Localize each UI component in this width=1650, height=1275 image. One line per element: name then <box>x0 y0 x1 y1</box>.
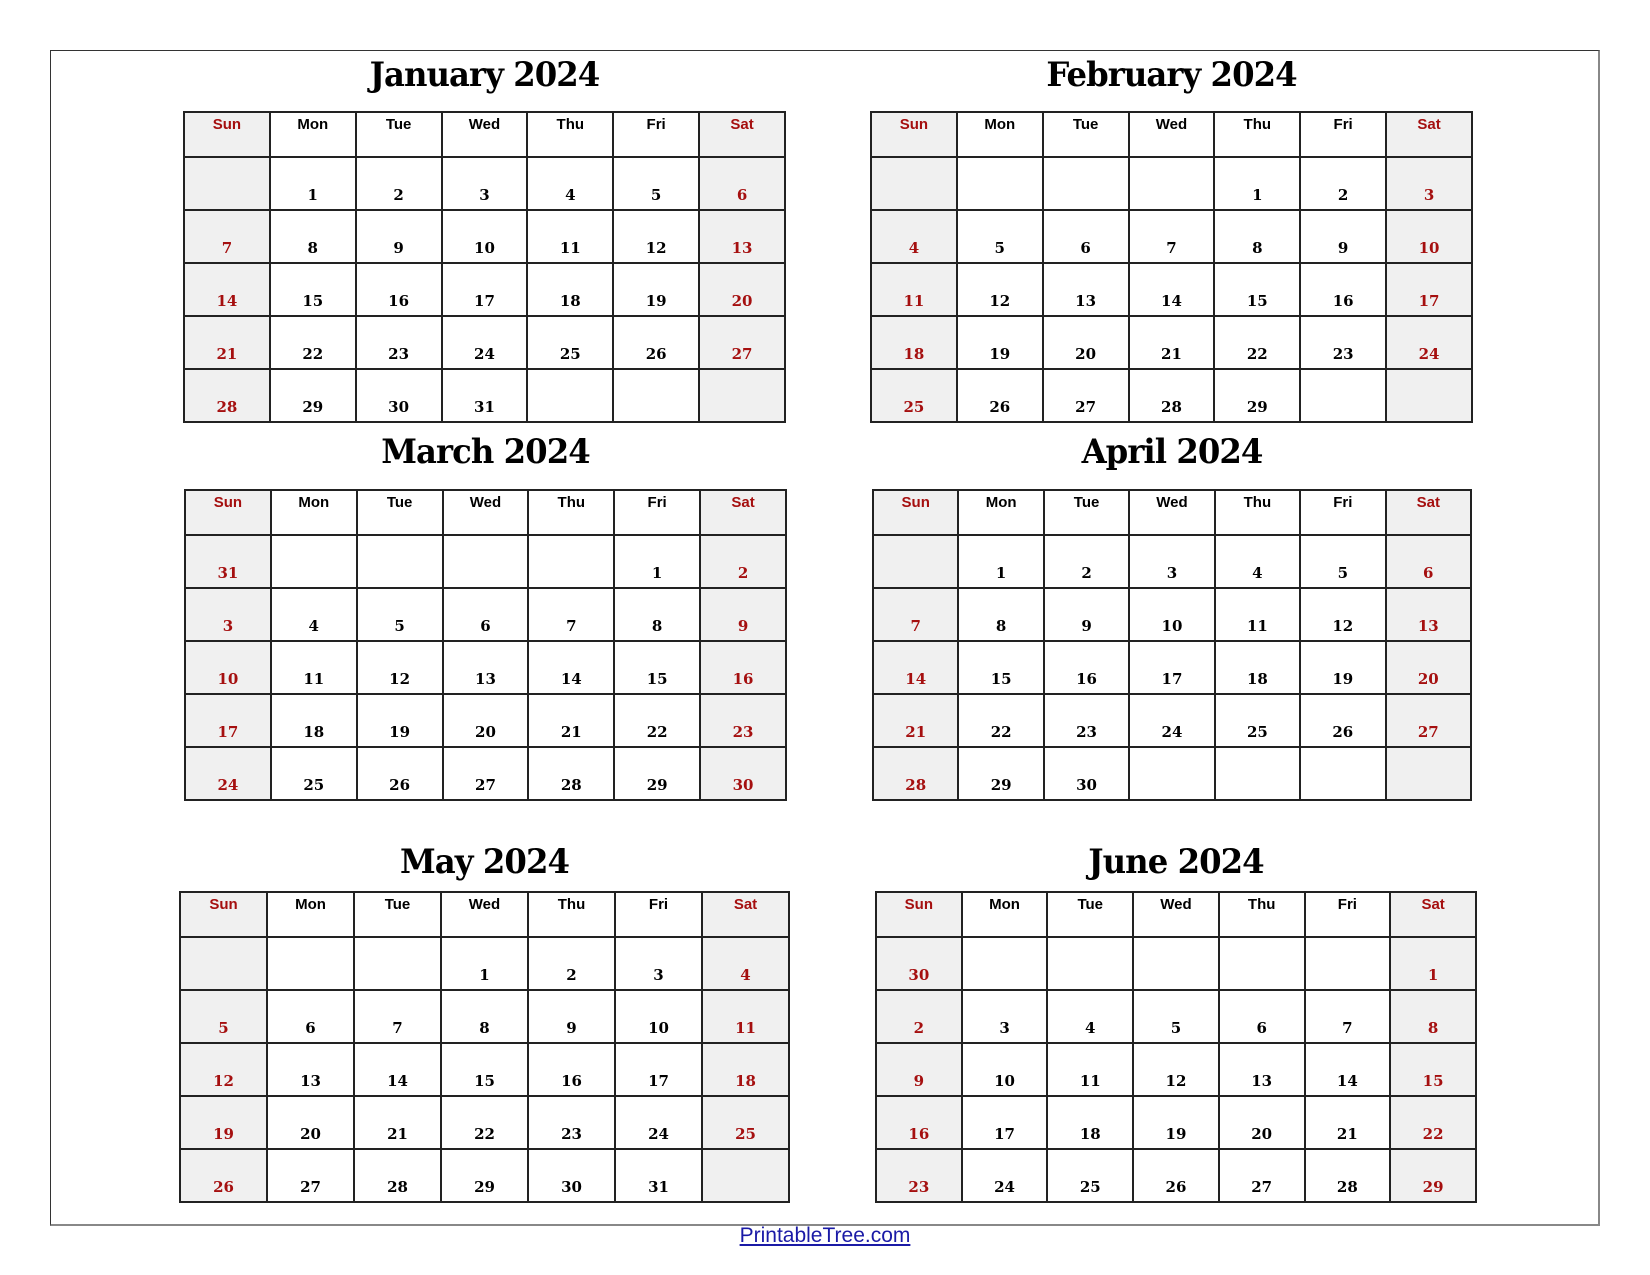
day-cell: 10 <box>1129 588 1214 641</box>
day-cell: 1 <box>1390 937 1476 990</box>
day-cell: 27 <box>1043 369 1129 422</box>
day-cell: 23 <box>876 1149 962 1202</box>
day-cell: 15 <box>441 1043 528 1096</box>
day-cell <box>1219 937 1305 990</box>
day-cell: 29 <box>1390 1149 1476 1202</box>
week-row <box>873 641 1471 694</box>
weekday-header-sat: Sat <box>700 490 786 535</box>
day-cell: 30 <box>528 1149 615 1202</box>
day-cell: 31 <box>442 369 528 422</box>
day-cell: 7 <box>1305 990 1391 1043</box>
day-cell: 23 <box>356 316 442 369</box>
day-cell: 18 <box>527 263 613 316</box>
day-cell: 20 <box>443 694 529 747</box>
day-cell: 5 <box>613 157 699 210</box>
day-cell <box>1133 937 1219 990</box>
calendar-february <box>870 111 1473 423</box>
week-row <box>184 369 785 422</box>
day-cell <box>873 535 958 588</box>
day-cell: 11 <box>1215 588 1300 641</box>
weekday-header-tue: Tue <box>1043 112 1129 157</box>
calendar-march <box>184 489 787 801</box>
weekday-header-tue: Tue <box>356 112 442 157</box>
weekday-header-wed: Wed <box>1129 112 1215 157</box>
day-cell: 9 <box>876 1043 962 1096</box>
month-title-january: January 2024 <box>369 55 600 95</box>
day-cell: 14 <box>528 641 614 694</box>
day-cell: 15 <box>958 641 1043 694</box>
day-cell: 27 <box>267 1149 354 1202</box>
day-cell: 25 <box>1047 1149 1133 1202</box>
day-cell: 6 <box>1219 990 1305 1043</box>
day-cell <box>180 937 267 990</box>
week-row <box>871 263 1472 316</box>
weekday-header-sat: Sat <box>699 112 785 157</box>
month-title-february: February 2024 <box>1046 55 1297 95</box>
day-cell <box>1386 747 1471 800</box>
day-cell: 14 <box>873 641 958 694</box>
weekday-header-thu: Thu <box>1214 112 1300 157</box>
week-row <box>873 535 1471 588</box>
day-cell: 7 <box>1129 210 1215 263</box>
weekday-header-sun: Sun <box>180 892 267 937</box>
day-cell: 14 <box>1129 263 1215 316</box>
weekday-header-wed: Wed <box>441 892 528 937</box>
weekday-header-tue: Tue <box>1044 490 1129 535</box>
day-cell <box>957 157 1043 210</box>
day-cell: 3 <box>1129 535 1214 588</box>
day-cell: 12 <box>1133 1043 1219 1096</box>
day-cell: 20 <box>1386 641 1471 694</box>
day-cell <box>1305 937 1391 990</box>
weekday-header-sun: Sun <box>873 490 958 535</box>
day-cell <box>271 535 357 588</box>
day-cell: 28 <box>873 747 958 800</box>
day-cell: 7 <box>528 588 614 641</box>
day-cell: 26 <box>1300 694 1385 747</box>
day-cell: 11 <box>871 263 957 316</box>
day-cell: 2 <box>1044 535 1129 588</box>
day-cell: 3 <box>442 157 528 210</box>
day-cell: 15 <box>270 263 356 316</box>
day-cell: 2 <box>700 535 786 588</box>
week-row <box>876 1096 1476 1149</box>
weekday-header-wed: Wed <box>1129 490 1214 535</box>
day-cell: 24 <box>1386 316 1472 369</box>
week-row <box>180 1149 789 1202</box>
day-cell: 1 <box>270 157 356 210</box>
day-cell: 16 <box>356 263 442 316</box>
day-cell: 2 <box>876 990 962 1043</box>
day-cell: 21 <box>184 316 270 369</box>
weekday-header-fri: Fri <box>1305 892 1391 937</box>
day-cell: 5 <box>357 588 443 641</box>
month-title-june: June 2024 <box>1088 842 1264 882</box>
day-cell: 21 <box>528 694 614 747</box>
day-cell: 23 <box>1044 694 1129 747</box>
day-cell: 22 <box>1390 1096 1476 1149</box>
day-cell: 27 <box>699 316 785 369</box>
day-cell: 30 <box>700 747 786 800</box>
day-cell: 22 <box>1214 316 1300 369</box>
day-cell: 25 <box>271 747 357 800</box>
day-cell: 4 <box>1215 535 1300 588</box>
day-cell: 10 <box>615 990 702 1043</box>
day-cell: 26 <box>957 369 1043 422</box>
weekday-header-sun: Sun <box>876 892 962 937</box>
day-cell: 22 <box>441 1096 528 1149</box>
day-cell: 10 <box>1386 210 1472 263</box>
day-cell: 24 <box>185 747 271 800</box>
day-cell: 19 <box>357 694 443 747</box>
day-cell: 12 <box>180 1043 267 1096</box>
day-cell: 12 <box>957 263 1043 316</box>
weekday-header-sun: Sun <box>185 490 271 535</box>
day-cell: 23 <box>1300 316 1386 369</box>
week-row <box>185 588 786 641</box>
week-row <box>873 694 1471 747</box>
day-cell: 1 <box>1214 157 1300 210</box>
weekday-header-thu: Thu <box>528 490 614 535</box>
day-cell: 14 <box>184 263 270 316</box>
day-cell: 2 <box>528 937 615 990</box>
week-row <box>180 1096 789 1149</box>
weekday-header-sun: Sun <box>184 112 270 157</box>
weekday-header-wed: Wed <box>1133 892 1219 937</box>
week-row <box>184 157 785 210</box>
day-cell <box>443 535 529 588</box>
day-cell <box>871 157 957 210</box>
day-cell: 16 <box>1300 263 1386 316</box>
day-cell: 6 <box>699 157 785 210</box>
day-cell: 5 <box>180 990 267 1043</box>
day-cell: 5 <box>1133 990 1219 1043</box>
day-cell: 4 <box>1047 990 1133 1043</box>
week-row <box>873 747 1471 800</box>
day-cell: 21 <box>1305 1096 1391 1149</box>
day-cell <box>1300 369 1386 422</box>
day-cell: 4 <box>527 157 613 210</box>
day-cell: 15 <box>1214 263 1300 316</box>
day-cell: 8 <box>614 588 700 641</box>
calendar-may <box>179 891 790 1203</box>
day-cell: 29 <box>1214 369 1300 422</box>
day-cell: 29 <box>270 369 356 422</box>
day-cell: 16 <box>876 1096 962 1149</box>
day-cell: 18 <box>1047 1096 1133 1149</box>
weekday-header-mon: Mon <box>267 892 354 937</box>
day-cell: 28 <box>528 747 614 800</box>
day-cell: 8 <box>958 588 1043 641</box>
day-cell: 9 <box>1044 588 1129 641</box>
day-cell: 7 <box>873 588 958 641</box>
day-cell: 25 <box>871 369 957 422</box>
weekday-header-tue: Tue <box>354 892 441 937</box>
day-cell <box>527 369 613 422</box>
day-cell: 25 <box>702 1096 789 1149</box>
day-cell: 24 <box>442 316 528 369</box>
weekday-header-sat: Sat <box>1390 892 1476 937</box>
week-row <box>184 263 785 316</box>
day-cell: 3 <box>185 588 271 641</box>
day-cell <box>1215 747 1300 800</box>
day-cell: 8 <box>1390 990 1476 1043</box>
day-cell: 9 <box>1300 210 1386 263</box>
week-row <box>876 990 1476 1043</box>
day-cell: 22 <box>614 694 700 747</box>
day-cell: 22 <box>958 694 1043 747</box>
day-cell <box>184 157 270 210</box>
day-cell: 3 <box>615 937 702 990</box>
weekday-header-mon: Mon <box>958 490 1043 535</box>
day-cell: 19 <box>1300 641 1385 694</box>
week-row <box>185 694 786 747</box>
day-cell: 3 <box>962 990 1048 1043</box>
week-row <box>185 535 786 588</box>
day-cell <box>528 535 614 588</box>
day-cell: 5 <box>957 210 1043 263</box>
day-cell: 7 <box>184 210 270 263</box>
day-cell: 28 <box>1305 1149 1391 1202</box>
weekday-header-fri: Fri <box>1300 490 1385 535</box>
day-cell: 30 <box>356 369 442 422</box>
day-cell: 10 <box>442 210 528 263</box>
day-cell: 11 <box>271 641 357 694</box>
day-cell: 30 <box>1044 747 1129 800</box>
week-row <box>871 157 1472 210</box>
week-row <box>876 1149 1476 1202</box>
day-cell: 23 <box>528 1096 615 1149</box>
day-cell: 17 <box>615 1043 702 1096</box>
day-cell: 22 <box>270 316 356 369</box>
weekday-header-thu: Thu <box>1215 490 1300 535</box>
day-cell <box>699 369 785 422</box>
weekday-header-mon: Mon <box>957 112 1043 157</box>
day-cell: 18 <box>702 1043 789 1096</box>
weekday-header-thu: Thu <box>527 112 613 157</box>
day-cell: 7 <box>354 990 441 1043</box>
day-cell: 17 <box>185 694 271 747</box>
week-row <box>876 1043 1476 1096</box>
day-cell: 1 <box>441 937 528 990</box>
weekday-header-fri: Fri <box>614 490 700 535</box>
weekday-header-sat: Sat <box>1386 112 1472 157</box>
day-cell: 24 <box>615 1096 702 1149</box>
weekday-header-sat: Sat <box>702 892 789 937</box>
weekday-header-mon: Mon <box>962 892 1048 937</box>
day-cell: 19 <box>180 1096 267 1149</box>
day-cell: 1 <box>614 535 700 588</box>
day-cell: 13 <box>699 210 785 263</box>
day-cell <box>702 1149 789 1202</box>
day-cell: 6 <box>443 588 529 641</box>
day-cell: 3 <box>1386 157 1472 210</box>
day-cell: 30 <box>876 937 962 990</box>
day-cell: 2 <box>1300 157 1386 210</box>
day-cell: 20 <box>267 1096 354 1149</box>
day-cell: 21 <box>354 1096 441 1149</box>
day-cell: 19 <box>1133 1096 1219 1149</box>
day-cell: 1 <box>958 535 1043 588</box>
day-cell: 11 <box>702 990 789 1043</box>
day-cell: 8 <box>1214 210 1300 263</box>
weekday-header-fri: Fri <box>615 892 702 937</box>
day-cell: 4 <box>702 937 789 990</box>
day-cell: 17 <box>1386 263 1472 316</box>
day-cell <box>354 937 441 990</box>
day-cell: 5 <box>1300 535 1385 588</box>
day-cell: 6 <box>1043 210 1129 263</box>
calendar-january <box>183 111 786 423</box>
day-cell: 10 <box>962 1043 1048 1096</box>
day-cell: 4 <box>271 588 357 641</box>
day-cell: 9 <box>528 990 615 1043</box>
day-cell: 28 <box>1129 369 1215 422</box>
week-row <box>871 316 1472 369</box>
day-cell: 12 <box>357 641 443 694</box>
day-cell: 16 <box>700 641 786 694</box>
weekday-header-sun: Sun <box>871 112 957 157</box>
day-cell: 19 <box>957 316 1043 369</box>
day-cell: 25 <box>1215 694 1300 747</box>
day-cell: 31 <box>615 1149 702 1202</box>
day-cell: 13 <box>1219 1043 1305 1096</box>
day-cell <box>1047 937 1133 990</box>
calendar-april <box>872 489 1472 801</box>
day-cell: 21 <box>873 694 958 747</box>
day-cell: 17 <box>1129 641 1214 694</box>
day-cell: 6 <box>267 990 354 1043</box>
day-cell <box>1300 747 1385 800</box>
day-cell: 31 <box>185 535 271 588</box>
day-cell: 27 <box>1219 1149 1305 1202</box>
day-cell <box>1386 369 1472 422</box>
week-row <box>184 316 785 369</box>
day-cell: 8 <box>441 990 528 1043</box>
weekday-header-thu: Thu <box>1219 892 1305 937</box>
day-cell: 11 <box>1047 1043 1133 1096</box>
week-row <box>871 369 1472 422</box>
day-cell: 18 <box>871 316 957 369</box>
day-cell: 18 <box>1215 641 1300 694</box>
day-cell: 26 <box>1133 1149 1219 1202</box>
day-cell: 29 <box>614 747 700 800</box>
day-cell: 17 <box>442 263 528 316</box>
weekday-header-fri: Fri <box>1300 112 1386 157</box>
week-row <box>185 641 786 694</box>
day-cell: 27 <box>443 747 529 800</box>
day-cell: 20 <box>699 263 785 316</box>
weekday-header-tue: Tue <box>1047 892 1133 937</box>
day-cell: 24 <box>962 1149 1048 1202</box>
weekday-header-sat: Sat <box>1386 490 1471 535</box>
day-cell: 14 <box>1305 1043 1391 1096</box>
day-cell: 8 <box>270 210 356 263</box>
day-cell: 29 <box>958 747 1043 800</box>
day-cell: 25 <box>527 316 613 369</box>
day-cell: 24 <box>1129 694 1214 747</box>
day-cell: 9 <box>356 210 442 263</box>
weekday-header-mon: Mon <box>270 112 356 157</box>
day-cell: 13 <box>1386 588 1471 641</box>
day-cell: 17 <box>962 1096 1048 1149</box>
weekday-header-tue: Tue <box>357 490 443 535</box>
day-cell: 18 <box>271 694 357 747</box>
day-cell <box>1129 157 1215 210</box>
day-cell: 9 <box>700 588 786 641</box>
week-row <box>871 210 1472 263</box>
day-cell: 26 <box>357 747 443 800</box>
day-cell: 13 <box>443 641 529 694</box>
day-cell: 21 <box>1129 316 1215 369</box>
day-cell: 11 <box>527 210 613 263</box>
weekday-header-mon: Mon <box>271 490 357 535</box>
month-title-april: April 2024 <box>1081 432 1263 472</box>
week-row <box>873 588 1471 641</box>
day-cell: 26 <box>613 316 699 369</box>
weekday-header-fri: Fri <box>613 112 699 157</box>
day-cell: 15 <box>1390 1043 1476 1096</box>
day-cell <box>613 369 699 422</box>
day-cell <box>267 937 354 990</box>
day-cell <box>357 535 443 588</box>
day-cell: 10 <box>185 641 271 694</box>
day-cell: 13 <box>1043 263 1129 316</box>
week-row <box>180 1043 789 1096</box>
day-cell: 2 <box>356 157 442 210</box>
day-cell <box>962 937 1048 990</box>
day-cell: 13 <box>267 1043 354 1096</box>
weekday-header-wed: Wed <box>443 490 529 535</box>
day-cell: 14 <box>354 1043 441 1096</box>
day-cell: 4 <box>871 210 957 263</box>
week-row <box>180 990 789 1043</box>
week-row <box>185 747 786 800</box>
day-cell: 20 <box>1219 1096 1305 1149</box>
weekday-header-wed: Wed <box>442 112 528 157</box>
day-cell: 20 <box>1043 316 1129 369</box>
day-cell: 12 <box>1300 588 1385 641</box>
day-cell: 28 <box>184 369 270 422</box>
month-title-march: March 2024 <box>381 432 590 472</box>
day-cell: 12 <box>613 210 699 263</box>
week-row <box>180 937 789 990</box>
day-cell: 27 <box>1386 694 1471 747</box>
week-row <box>184 210 785 263</box>
day-cell: 28 <box>354 1149 441 1202</box>
day-cell <box>1043 157 1129 210</box>
printabletree-link[interactable]: PrintableTree.com <box>739 1224 911 1247</box>
day-cell <box>1129 747 1214 800</box>
day-cell: 6 <box>1386 535 1471 588</box>
weekday-header-thu: Thu <box>528 892 615 937</box>
day-cell: 19 <box>613 263 699 316</box>
day-cell: 16 <box>528 1043 615 1096</box>
week-row <box>876 937 1476 990</box>
day-cell: 26 <box>180 1149 267 1202</box>
day-cell: 15 <box>614 641 700 694</box>
calendar-june <box>875 891 1477 1203</box>
day-cell: 23 <box>700 694 786 747</box>
month-title-may: May 2024 <box>399 842 569 882</box>
day-cell: 29 <box>441 1149 528 1202</box>
day-cell: 16 <box>1044 641 1129 694</box>
